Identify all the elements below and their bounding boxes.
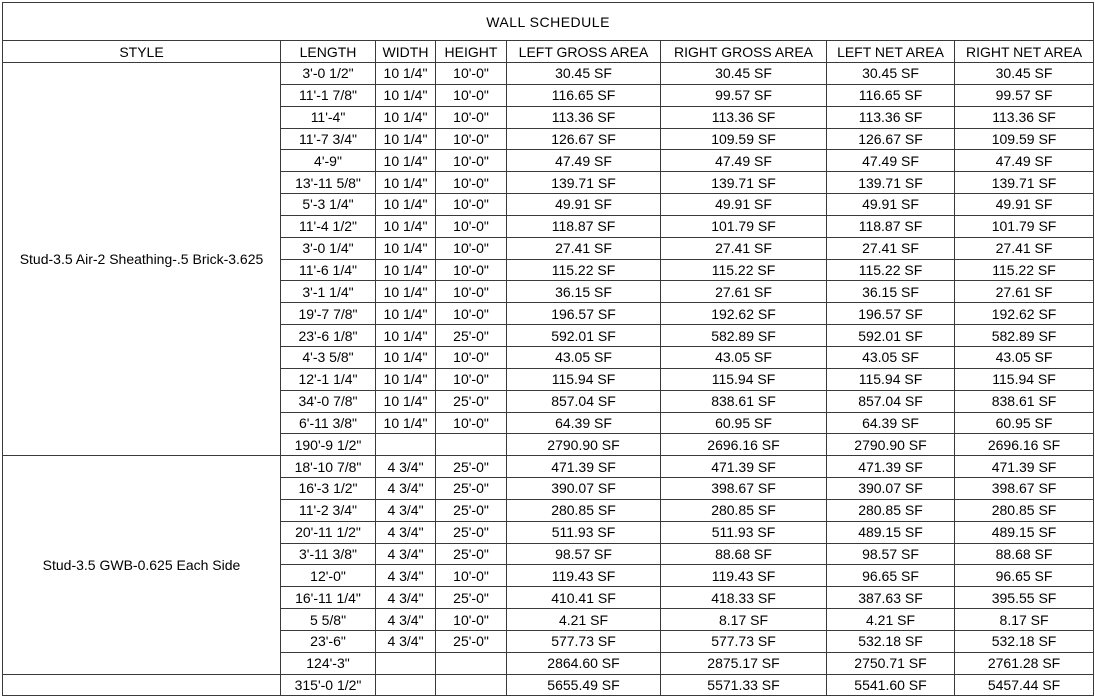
- cell-height: 25'-0": [436, 456, 507, 478]
- cell-left-net-area: 30.45 SF: [827, 63, 955, 85]
- subtotal-cell-right-net-area: 2761.28 SF: [955, 652, 1094, 674]
- cell-left-gross-area: 115.94 SF: [507, 368, 661, 390]
- cell-height: 25'-0": [436, 587, 507, 609]
- cell-width: 10 1/4": [376, 106, 436, 128]
- subtotal-cell-left-net-area: 2750.71 SF: [827, 652, 955, 674]
- cell-left-net-area: 126.67 SF: [827, 128, 955, 150]
- cell-height: 10'-0": [436, 128, 507, 150]
- cell-left-gross-area: 196.57 SF: [507, 303, 661, 325]
- cell-right-net-area: 27.41 SF: [955, 237, 1094, 259]
- cell-left-gross-area: 64.39 SF: [507, 412, 661, 434]
- cell-length: 19'-7 7/8": [281, 303, 376, 325]
- cell-right-gross-area: 8.17 SF: [661, 609, 827, 631]
- cell-width: 4 3/4": [376, 499, 436, 521]
- cell-right-net-area: 43.05 SF: [955, 346, 1094, 368]
- cell-width: 10 1/4": [376, 368, 436, 390]
- cell-left-gross-area: 471.39 SF: [507, 456, 661, 478]
- cell-left-gross-area: 30.45 SF: [507, 63, 661, 85]
- cell-left-gross-area: 857.04 SF: [507, 390, 661, 412]
- cell-right-gross-area: 582.89 SF: [661, 325, 827, 347]
- cell-right-gross-area: 139.71 SF: [661, 172, 827, 194]
- cell-right-gross-area: 99.57 SF: [661, 84, 827, 106]
- cell-height: 10'-0": [436, 412, 507, 434]
- cell-style: Stud-3.5 GWB-0.625 Each Side: [3, 456, 281, 674]
- cell-left-net-area: 196.57 SF: [827, 303, 955, 325]
- schedule-body: [3, 63, 1094, 696]
- cell-left-net-area: 387.63 SF: [827, 587, 955, 609]
- cell-width: 10 1/4": [376, 150, 436, 172]
- grand-total-style: [3, 674, 281, 696]
- cell-left-net-area: 43.05 SF: [827, 346, 955, 368]
- cell-right-gross-area: 113.36 SF: [661, 106, 827, 128]
- cell-length: 4'-3 5/8": [281, 346, 376, 368]
- cell-right-net-area: 8.17 SF: [955, 609, 1094, 631]
- cell-width: 4 3/4": [376, 587, 436, 609]
- cell-width: 10 1/4": [376, 237, 436, 259]
- grand-total-cell-left-gross-area: 5655.49 SF: [507, 674, 661, 696]
- cell-right-net-area: 101.79 SF: [955, 215, 1094, 237]
- cell-left-net-area: 118.87 SF: [827, 215, 955, 237]
- cell-left-gross-area: 118.87 SF: [507, 215, 661, 237]
- cell-left-gross-area: 139.71 SF: [507, 172, 661, 194]
- cell-height: 10'-0": [436, 368, 507, 390]
- cell-right-gross-area: 43.05 SF: [661, 346, 827, 368]
- cell-right-net-area: 471.39 SF: [955, 456, 1094, 478]
- cell-left-gross-area: 27.41 SF: [507, 237, 661, 259]
- cell-height: 25'-0": [436, 390, 507, 412]
- subtotal-cell-left-gross-area: 2790.90 SF: [507, 434, 661, 456]
- cell-right-gross-area: 88.68 SF: [661, 543, 827, 565]
- cell-length: 3'-0 1/4": [281, 237, 376, 259]
- cell-height: 10'-0": [436, 259, 507, 281]
- subtotal-cell-length: 124'-3": [281, 652, 376, 674]
- cell-left-net-area: 280.85 SF: [827, 499, 955, 521]
- subtotal-cell-width: [376, 434, 436, 456]
- cell-length: 11'-7 3/4": [281, 128, 376, 150]
- cell-width: 4 3/4": [376, 521, 436, 543]
- cell-length: 11'-1 7/8": [281, 84, 376, 106]
- grand-total-cell-width: [376, 674, 436, 696]
- cell-length: 20'-11 1/2": [281, 521, 376, 543]
- cell-left-net-area: 47.49 SF: [827, 150, 955, 172]
- cell-right-gross-area: 280.85 SF: [661, 499, 827, 521]
- cell-width: 10 1/4": [376, 346, 436, 368]
- cell-left-net-area: 471.39 SF: [827, 456, 955, 478]
- cell-right-gross-area: 27.41 SF: [661, 237, 827, 259]
- subtotal-cell-width: [376, 652, 436, 674]
- cell-height: 10'-0": [436, 565, 507, 587]
- cell-left-gross-area: 36.15 SF: [507, 281, 661, 303]
- cell-left-net-area: 64.39 SF: [827, 412, 955, 434]
- cell-width: 10 1/4": [376, 303, 436, 325]
- cell-left-net-area: 532.18 SF: [827, 630, 955, 652]
- cell-right-net-area: 489.15 SF: [955, 521, 1094, 543]
- wall-schedule-table: [2, 2, 1094, 696]
- cell-width: 10 1/4": [376, 281, 436, 303]
- cell-length: 16'-3 1/2": [281, 478, 376, 500]
- cell-length: 13'-11 5/8": [281, 172, 376, 194]
- cell-style: Stud-3.5 Air-2 Sheathing-.5 Brick-3.625: [3, 63, 281, 456]
- cell-right-gross-area: 398.67 SF: [661, 478, 827, 500]
- cell-right-net-area: 280.85 SF: [955, 499, 1094, 521]
- cell-width: 10 1/4": [376, 259, 436, 281]
- cell-width: 10 1/4": [376, 84, 436, 106]
- column-header-length: LENGTH: [281, 41, 376, 63]
- cell-left-net-area: 139.71 SF: [827, 172, 955, 194]
- cell-length: 6'-11 3/8": [281, 412, 376, 434]
- subtotal-cell-right-gross-area: 2875.17 SF: [661, 652, 827, 674]
- cell-right-gross-area: 30.45 SF: [661, 63, 827, 85]
- cell-width: 4 3/4": [376, 478, 436, 500]
- column-header-left-net-area: LEFT NET AREA: [827, 41, 955, 63]
- grand-total-row: [3, 674, 1094, 696]
- cell-height: 25'-0": [436, 630, 507, 652]
- cell-left-net-area: 592.01 SF: [827, 325, 955, 347]
- cell-width: 10 1/4": [376, 172, 436, 194]
- cell-length: 12'-0": [281, 565, 376, 587]
- cell-height: 25'-0": [436, 478, 507, 500]
- cell-right-gross-area: 418.33 SF: [661, 587, 827, 609]
- cell-left-net-area: 489.15 SF: [827, 521, 955, 543]
- cell-left-gross-area: 98.57 SF: [507, 543, 661, 565]
- cell-height: 25'-0": [436, 499, 507, 521]
- cell-left-gross-area: 511.93 SF: [507, 521, 661, 543]
- grand-total-cell-right-gross-area: 5571.33 SF: [661, 674, 827, 696]
- cell-left-gross-area: 113.36 SF: [507, 106, 661, 128]
- cell-right-gross-area: 109.59 SF: [661, 128, 827, 150]
- cell-right-net-area: 532.18 SF: [955, 630, 1094, 652]
- cell-height: 25'-0": [436, 325, 507, 347]
- cell-left-net-area: 113.36 SF: [827, 106, 955, 128]
- column-header-height: HEIGHT: [436, 41, 507, 63]
- grand-total-cell-left-net-area: 5541.60 SF: [827, 674, 955, 696]
- cell-width: 4 3/4": [376, 456, 436, 478]
- cell-length: 3'-0 1/2": [281, 63, 376, 85]
- cell-right-net-area: 115.94 SF: [955, 368, 1094, 390]
- cell-width: 10 1/4": [376, 412, 436, 434]
- cell-height: 10'-0": [436, 609, 507, 631]
- cell-left-net-area: 98.57 SF: [827, 543, 955, 565]
- cell-right-gross-area: 511.93 SF: [661, 521, 827, 543]
- cell-right-net-area: 49.91 SF: [955, 194, 1094, 216]
- cell-right-net-area: 398.67 SF: [955, 478, 1094, 500]
- cell-right-gross-area: 471.39 SF: [661, 456, 827, 478]
- cell-right-net-area: 88.68 SF: [955, 543, 1094, 565]
- cell-right-gross-area: 115.94 SF: [661, 368, 827, 390]
- cell-right-net-area: 582.89 SF: [955, 325, 1094, 347]
- subtotal-cell-height: [436, 434, 507, 456]
- cell-right-net-area: 838.61 SF: [955, 390, 1094, 412]
- title-row: [3, 3, 1094, 41]
- cell-left-gross-area: 115.22 SF: [507, 259, 661, 281]
- cell-width: 10 1/4": [376, 194, 436, 216]
- cell-width: 4 3/4": [376, 543, 436, 565]
- cell-left-gross-area: 116.65 SF: [507, 84, 661, 106]
- cell-right-gross-area: 101.79 SF: [661, 215, 827, 237]
- cell-right-net-area: 109.59 SF: [955, 128, 1094, 150]
- table-row: [3, 456, 1094, 478]
- cell-right-gross-area: 27.61 SF: [661, 281, 827, 303]
- cell-right-net-area: 139.71 SF: [955, 172, 1094, 194]
- cell-left-gross-area: 119.43 SF: [507, 565, 661, 587]
- cell-right-net-area: 96.65 SF: [955, 565, 1094, 587]
- cell-length: 11'-4 1/2": [281, 215, 376, 237]
- subtotal-cell-length: 190'-9 1/2": [281, 434, 376, 456]
- column-header-right-net-area: RIGHT NET AREA: [955, 41, 1094, 63]
- cell-right-net-area: 60.95 SF: [955, 412, 1094, 434]
- cell-height: 10'-0": [436, 194, 507, 216]
- cell-width: 4 3/4": [376, 630, 436, 652]
- cell-width: 10 1/4": [376, 390, 436, 412]
- cell-height: 10'-0": [436, 281, 507, 303]
- cell-left-gross-area: 49.91 SF: [507, 194, 661, 216]
- cell-left-gross-area: 410.41 SF: [507, 587, 661, 609]
- subtotal-cell-left-gross-area: 2864.60 SF: [507, 652, 661, 674]
- cell-height: 10'-0": [436, 346, 507, 368]
- cell-right-gross-area: 119.43 SF: [661, 565, 827, 587]
- subtotal-cell-height: [436, 652, 507, 674]
- cell-height: 10'-0": [436, 150, 507, 172]
- cell-length: 3'-1 1/4": [281, 281, 376, 303]
- cell-length: 18'-10 7/8": [281, 456, 376, 478]
- cell-length: 11'-4": [281, 106, 376, 128]
- cell-width: 10 1/4": [376, 215, 436, 237]
- cell-right-gross-area: 192.62 SF: [661, 303, 827, 325]
- column-header-row: [3, 41, 1094, 63]
- cell-left-net-area: 857.04 SF: [827, 390, 955, 412]
- column-header-width: WIDTH: [376, 41, 436, 63]
- cell-right-net-area: 192.62 SF: [955, 303, 1094, 325]
- cell-left-net-area: 49.91 SF: [827, 194, 955, 216]
- cell-right-net-area: 113.36 SF: [955, 106, 1094, 128]
- cell-right-gross-area: 115.22 SF: [661, 259, 827, 281]
- cell-height: 25'-0": [436, 521, 507, 543]
- cell-left-gross-area: 592.01 SF: [507, 325, 661, 347]
- column-header-style: STYLE: [3, 41, 281, 63]
- cell-width: 4 3/4": [376, 565, 436, 587]
- cell-left-gross-area: 47.49 SF: [507, 150, 661, 172]
- schedule-title: WALL SCHEDULE: [3, 3, 1094, 41]
- cell-length: 23'-6": [281, 630, 376, 652]
- cell-length: 5'-3 1/4": [281, 194, 376, 216]
- cell-width: 10 1/4": [376, 63, 436, 85]
- cell-left-net-area: 36.15 SF: [827, 281, 955, 303]
- subtotal-cell-left-net-area: 2790.90 SF: [827, 434, 955, 456]
- cell-right-gross-area: 49.91 SF: [661, 194, 827, 216]
- cell-length: 5 5/8": [281, 609, 376, 631]
- cell-width: 4 3/4": [376, 609, 436, 631]
- cell-left-gross-area: 4.21 SF: [507, 609, 661, 631]
- cell-length: 12'-1 1/4": [281, 368, 376, 390]
- cell-right-net-area: 115.22 SF: [955, 259, 1094, 281]
- cell-left-net-area: 96.65 SF: [827, 565, 955, 587]
- column-header-right-gross-area: RIGHT GROSS AREA: [661, 41, 827, 63]
- cell-length: 11'-6 1/4": [281, 259, 376, 281]
- cell-left-net-area: 390.07 SF: [827, 478, 955, 500]
- cell-height: 10'-0": [436, 303, 507, 325]
- cell-right-net-area: 47.49 SF: [955, 150, 1094, 172]
- subtotal-cell-right-gross-area: 2696.16 SF: [661, 434, 827, 456]
- cell-length: 11'-2 3/4": [281, 499, 376, 521]
- cell-height: 10'-0": [436, 84, 507, 106]
- cell-right-gross-area: 47.49 SF: [661, 150, 827, 172]
- cell-left-net-area: 116.65 SF: [827, 84, 955, 106]
- cell-left-gross-area: 280.85 SF: [507, 499, 661, 521]
- cell-left-net-area: 115.94 SF: [827, 368, 955, 390]
- cell-right-gross-area: 577.73 SF: [661, 630, 827, 652]
- cell-length: 34'-0 7/8": [281, 390, 376, 412]
- cell-length: 4'-9": [281, 150, 376, 172]
- cell-left-net-area: 115.22 SF: [827, 259, 955, 281]
- cell-left-gross-area: 577.73 SF: [507, 630, 661, 652]
- cell-right-gross-area: 838.61 SF: [661, 390, 827, 412]
- cell-height: 10'-0": [436, 172, 507, 194]
- cell-height: 10'-0": [436, 237, 507, 259]
- cell-width: 10 1/4": [376, 325, 436, 347]
- wall-schedule-sheet: [2, 2, 1093, 693]
- cell-height: 10'-0": [436, 106, 507, 128]
- table-row: [3, 63, 1094, 85]
- cell-length: 23'-6 1/8": [281, 325, 376, 347]
- grand-total-cell-right-net-area: 5457.44 SF: [955, 674, 1094, 696]
- column-header-left-gross-area: LEFT GROSS AREA: [507, 41, 661, 63]
- cell-right-net-area: 395.55 SF: [955, 587, 1094, 609]
- cell-left-gross-area: 390.07 SF: [507, 478, 661, 500]
- cell-height: 10'-0": [436, 215, 507, 237]
- cell-left-net-area: 4.21 SF: [827, 609, 955, 631]
- grand-total-cell-length: 315'-0 1/2": [281, 674, 376, 696]
- cell-right-net-area: 99.57 SF: [955, 84, 1094, 106]
- cell-length: 3'-11 3/8": [281, 543, 376, 565]
- cell-left-gross-area: 43.05 SF: [507, 346, 661, 368]
- subtotal-cell-right-net-area: 2696.16 SF: [955, 434, 1094, 456]
- cell-right-net-area: 27.61 SF: [955, 281, 1094, 303]
- cell-right-gross-area: 60.95 SF: [661, 412, 827, 434]
- cell-left-net-area: 27.41 SF: [827, 237, 955, 259]
- cell-left-gross-area: 126.67 SF: [507, 128, 661, 150]
- cell-height: 10'-0": [436, 63, 507, 85]
- grand-total-cell-height: [436, 674, 507, 696]
- cell-length: 16'-11 1/4": [281, 587, 376, 609]
- cell-width: 10 1/4": [376, 128, 436, 150]
- cell-right-net-area: 30.45 SF: [955, 63, 1094, 85]
- cell-height: 25'-0": [436, 543, 507, 565]
